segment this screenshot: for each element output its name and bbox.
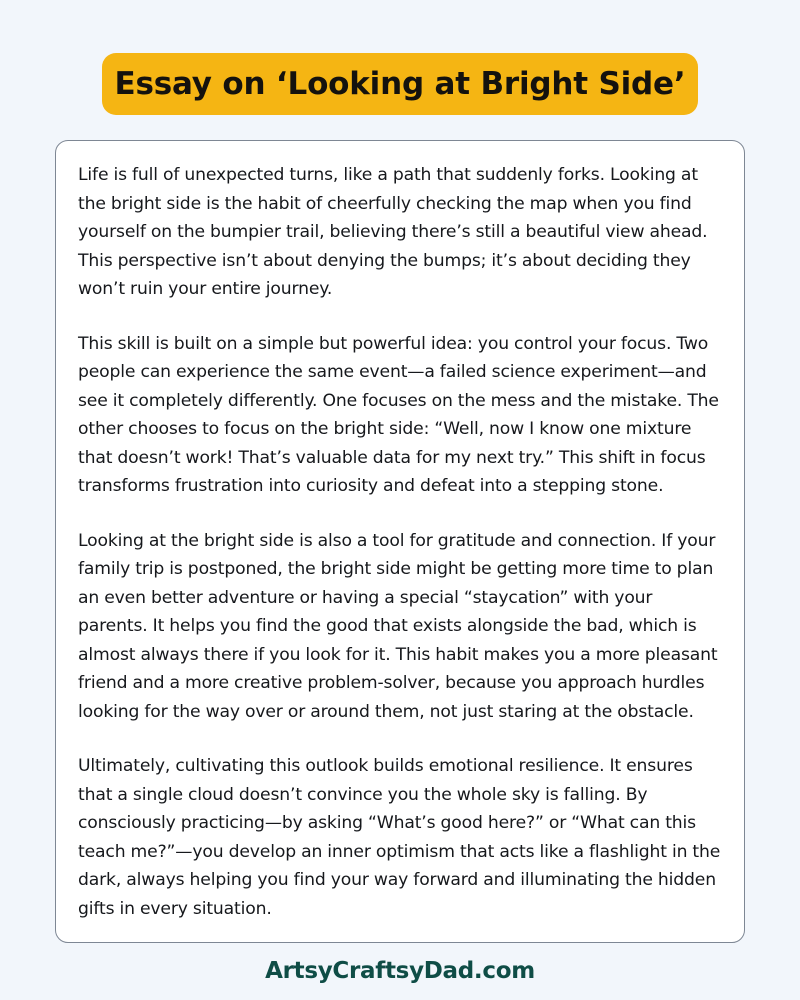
essay-paragraph-3: Looking at the bright side is also a tool for gratitude and connection. If your family trip is postponed, the bright side might be getting more time to plan an even better adventure or having a special “staycation” with your parents. It helps you find the good that exists alongside the bad, which is almost always there if you look for it. This habit makes you a more pleasant friend and a more creative problem-solver, because you approach hurdles looking for the way over or around them, not just staring at the obstacle. xyxy=(78,530,718,722)
essay-paragraph-4: Ultimately, cultivating this outlook builds emotional resilience. It ensures that a single cloud doesn’t convince you the whole sky is falling. By consciously practicing—by asking “What’s good here?” or “What can this teach me?”—you develop an inner optimism that acts like a flashlight in the dark, always helping you find your way forward and illuminating the hidden gifts in every situation. xyxy=(78,756,721,919)
title-banner xyxy=(102,53,698,115)
essay-paragraph-1: Life is full of unexpected turns, like a path that suddenly forks. Looking at the bright side is the habit of cheerfully checking the map when you find yourself on the bumpier trail, believing there’s still a beautiful view ahead. This perspective isn’t about denying the bumps; it’s about deciding they won’t ruin your entire journey. xyxy=(78,165,708,299)
essay-content-card xyxy=(55,140,745,943)
footer-brand-name: ArtsyCraftsyDad.com xyxy=(265,958,535,984)
essay-body xyxy=(78,161,722,923)
page-title: Essay on ‘Looking at Bright Side’ xyxy=(114,65,686,102)
essay-paragraph-2: This skill is built on a simple but powerful idea: you control your focus. Two people can experience the same event—a failed science experiment—and see it completely differently. One focuses on the mess and the mistake. The other chooses to focus on the bright side: “Well, now I know one mixture that doesn’t work! That’s valuable data for my next try.” This shift in focus transforms frustration into curiosity and defeat into a stepping stone. xyxy=(78,333,719,496)
